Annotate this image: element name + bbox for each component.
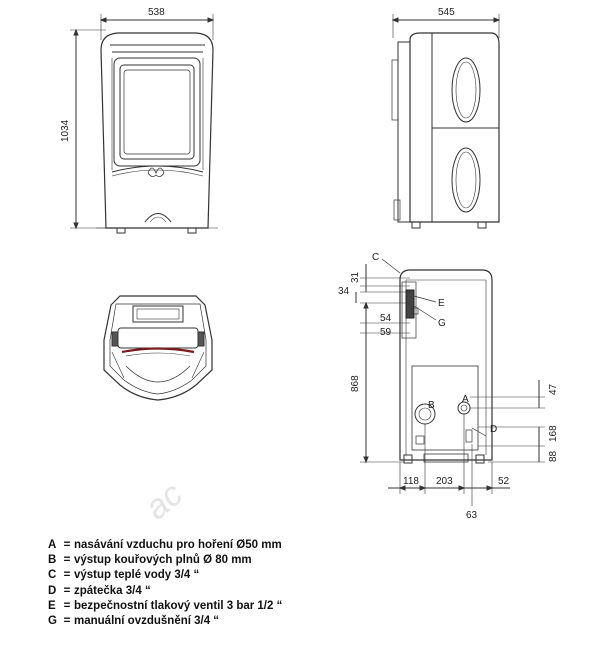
front-height-dim: 1034 [60,119,71,142]
callout-c: C [372,252,380,263]
legend-item-d [48,584,468,599]
side-width-dim: 545 [438,7,455,18]
dim-52: 52 [498,476,510,487]
dim-31: 31 [350,271,361,283]
front-width-dim: 538 [148,7,165,18]
legend-text: výstup teplé vody 3/4 “ [74,569,200,582]
legend-key: B [48,554,57,567]
legend-key: E [48,599,56,612]
dim-88: 88 [548,450,559,462]
callout-d: D [490,424,498,435]
legend-equals: = [63,539,71,551]
legend-item-b [48,553,468,568]
legend-item-a [48,538,468,553]
dim-47: 47 [548,383,559,395]
legend [48,538,468,629]
legend-key: G [48,615,57,628]
callout-a: A [462,394,469,405]
legend-text: zpátečka 3/4 “ [74,584,151,597]
back-view [356,259,545,506]
dim-59: 59 [380,327,392,338]
legend-key: A [48,539,57,551]
legend-item-c [48,568,468,583]
legend-text: bezpečnostní tlakový ventil 3 bar 1/2 “ [74,599,283,612]
legend-equals: = [63,615,71,628]
callout-g: G [438,318,446,329]
dim-118: 118 [403,476,419,487]
legend-text: výstup kouřových plnů Ø 80 mm [74,554,252,567]
dim-63: 63 [466,510,478,521]
watermark: ac [138,474,190,528]
legend-item-e [48,599,468,614]
dim-203: 203 [436,476,453,487]
callout-b: B [428,400,435,411]
dim-868: 868 [350,375,361,392]
legend-equals: = [63,569,71,582]
dim-34: 34 [338,286,350,297]
top-view [104,296,212,400]
legend-text: nasávání vzduchu pro hoření Ø50 mm [74,539,282,551]
legend-key: D [48,584,57,597]
legend-item-g [48,614,468,629]
legend-equals: = [63,584,71,597]
legend-key: C [48,569,57,582]
side-view [392,14,499,228]
legend-equals: = [63,554,71,567]
legend-text: manuální ovzdušnění 3/4 “ [74,615,220,628]
dim-54: 54 [380,313,392,324]
callout-e: E [438,298,445,309]
front-view [70,14,218,233]
legend-equals: = [63,599,71,612]
dim-168: 168 [548,425,559,442]
